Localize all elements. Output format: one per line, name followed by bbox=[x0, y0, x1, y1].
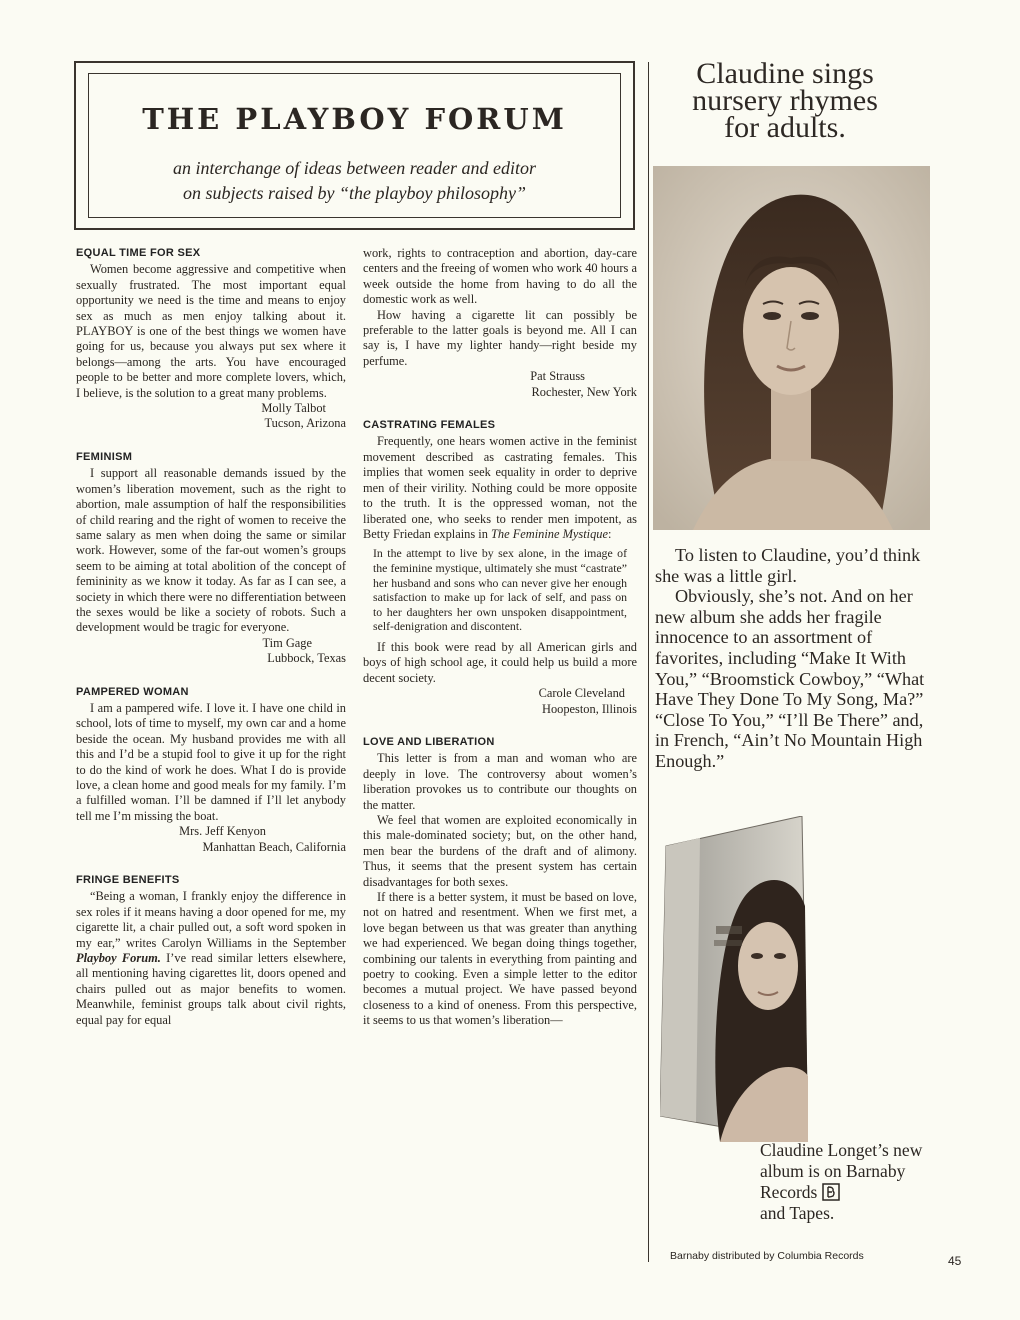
ad-paragraph: Obviously, she’s not. And on her new album she adds her fragile innocence to an assortment of favorites, including “Make It With You,” “Broomstick Cowboy,” “What Have They Done To My Song, Ma?” “Close To You,” “I’ll Be There” and, in French, “Ain’t No Mountain High Enough.” bbox=[655, 586, 925, 771]
ad-headline bbox=[650, 57, 920, 144]
letter-signature bbox=[76, 824, 346, 855]
letter-signature bbox=[76, 401, 346, 432]
column-divider bbox=[648, 62, 649, 1262]
letter-body bbox=[363, 434, 637, 542]
letter-body-part: Frequently, one hears women active in the feminist movement described as castrating females. This implies that women seek equality in order to deprive men of their virility. Nothing could be more opposite to the truth. It is the oppressed woman, not the liberated one, who seeks to render men impotent, as Betty Friedan explains in bbox=[363, 434, 637, 541]
ad-caption bbox=[760, 1140, 930, 1224]
signature-location: Rochester, New York bbox=[531, 384, 637, 399]
letter-body: If this book were read by all American girls and boys of high school age, it could help us build a more decent society. bbox=[363, 639, 637, 685]
letter-body-part: I’ve read similar letters elsewhere, all mentioning having cigarettes lit, doors opened and chairs pulled out as major benefits to women. Meanwhile, feminist groups talk about civil rights, equal pay for equal bbox=[76, 951, 346, 1027]
signature-name: Molly Talbot bbox=[261, 401, 326, 416]
signature-location: Manhattan Beach, California bbox=[202, 839, 346, 854]
ad-caption-text: Claudine Longet’s new album is on Barnaby Records bbox=[760, 1140, 923, 1202]
forum-title: THE PLAYBOY FORUM bbox=[142, 102, 567, 136]
portrait-photo bbox=[653, 166, 930, 530]
letter-pampered-woman bbox=[76, 685, 346, 855]
ad-headline-line: for adults. bbox=[724, 111, 846, 144]
signature-location: Lubbock, Texas bbox=[267, 651, 346, 666]
letter-body: We feel that women are exploited economically in this male-dominated society; but, on the other hand, men bear the burdens of the draft and of alimony. Thus, it seems that the present system has certain disadvantages for both sexes. bbox=[363, 812, 637, 889]
section-heading: LOVE AND LIBERATION bbox=[363, 735, 495, 748]
letter-castrating-females bbox=[363, 418, 637, 717]
ad-headline-line: nursery rhymes bbox=[692, 84, 878, 117]
letter-equal-time-for-sex bbox=[76, 246, 346, 432]
signature-name: Carole Cleveland bbox=[538, 686, 625, 701]
section-heading: CASTRATING FEMALES bbox=[363, 419, 496, 432]
letter-fringe-benefits bbox=[76, 873, 346, 1028]
letter-body: If there is a better system, it must be based on love, not on hatred and resentment. When we first met, a love began between us that was greater than anything we had experienced. We began doing things together, combining our talents in everything from painting and poetry to cooking. Even a simple letter to the editor becomes a mutual project. We have passed beyond closeness to a kind of oneness. From this perspective, it seems to us that women’s liberation— bbox=[363, 889, 637, 1028]
section-heading: EQUAL TIME FOR SEX bbox=[76, 247, 201, 259]
forum-header-inner-rule bbox=[88, 73, 621, 218]
ad-headline-line: Claudine sings bbox=[696, 57, 874, 90]
letter-signature bbox=[363, 686, 637, 717]
album-cover-illustration bbox=[660, 816, 808, 1142]
ad-caption-text: and Tapes. bbox=[760, 1203, 835, 1223]
album-cover-photo bbox=[660, 816, 808, 1142]
letter-fringe-benefits-continued bbox=[363, 246, 637, 400]
letter-body-part: “Being a woman, I frankly enjoy the difference in sex roles if it means having a door opened for me, my cigarette lit, a chair pulled out, a soft word spoken in my ear,” writes Carolyn Williams in the September bbox=[76, 889, 346, 950]
letter-signature bbox=[363, 369, 637, 400]
letter-love-and-liberation bbox=[363, 735, 637, 1029]
letter-body: I support all reasonable demands issued by the women’s liberation movement, such as the right to abortion, male assumption of half the responsibilities of child rearing and the right of women to receive the same salary as men when doing the same or similar work. However, some of the far-out women’s groups seem to be aiming at total abolition of the concept of femininity as we know it today. As far as I can see, a society in which there were no differentiation between the sexes would be like a society of robots. Such a development would be tragic for everyone. bbox=[76, 466, 346, 635]
section-heading: PAMPERED WOMAN bbox=[76, 685, 189, 698]
signature-name: Mrs. Jeff Kenyon bbox=[179, 824, 266, 839]
section-heading: FRINGE BENEFITS bbox=[76, 874, 180, 887]
publication-title: Playboy Forum. bbox=[76, 951, 161, 966]
letter-signature bbox=[76, 636, 346, 667]
forum-subtitle-line-1: an interchange of ideas between reader and editor bbox=[172, 158, 537, 178]
barnaby-logo-icon bbox=[822, 1183, 840, 1201]
letters-column-2 bbox=[363, 246, 637, 1029]
quote-text: In the attempt to live by sex alone, in the image of the feminine mystique, ultimately she must “castrate” her husband and sons who can never give her enough satisfaction to make up for lack of self, and pass on to her daughters her own unspoken disappointment, self-denigration and discontent. bbox=[373, 546, 627, 634]
letter-feminism bbox=[76, 450, 346, 667]
letter-body: work, rights to contraception and abortion, day-care centers and the freeing of women who work 40 hours a week outside the home from having to do all the domestic work as well. bbox=[363, 246, 637, 307]
letter-body: I am a pampered wife. I love it. I have one child in school, lots of time to myself, my own car and a home beside the ocean. My husband provides me with all this and I’d be a stupid fool to give it up for the right to do the kind of work he does. What I do is provide love, a clean home and good meals for my family. I’m a fulfilled woman. I’ll be damned if I’ll let anybody tell me I’m missing the boat. bbox=[76, 700, 346, 823]
letter-body-part: : bbox=[608, 526, 612, 541]
page-number: 45 bbox=[948, 1254, 962, 1268]
letter-body: This letter is from a man and woman who are deeply in love. The controversy about women’s liberation provokes us to contribute our thoughts on the matter. bbox=[363, 751, 637, 812]
section-heading: FEMINISM bbox=[76, 450, 133, 463]
letter-body bbox=[76, 889, 346, 1028]
forum-subtitle-line-2: on subjects raised by “the playboy philosophy” bbox=[183, 183, 526, 203]
ad-paragraph: To listen to Claudine, you’d think she was a little girl. bbox=[655, 545, 921, 586]
block-quote bbox=[373, 546, 627, 634]
ad-body-copy bbox=[655, 545, 927, 772]
signature-location: Hoopeston, Illinois bbox=[542, 701, 637, 716]
letter-body: Women become aggressive and competitive when sexually frustrated. The most important equal opportunity we need is the time and means to enjoy sex as much as men enjoy talking about it. PLAYBOY is one of the best things we women have going for us, because you always put sex where it belongs—among the arts. You have encouraged people to be better and more complete lovers, which, I believe, is the solution to a great many problems. bbox=[76, 262, 346, 400]
signature-location: Tucson, Arizona bbox=[264, 416, 346, 431]
ad-distribution-credit: Barnaby distributed by Columbia Records bbox=[670, 1250, 864, 1262]
signature-name: Tim Gage bbox=[262, 635, 312, 650]
signature-name: Pat Strauss bbox=[530, 369, 585, 384]
forum-header-box bbox=[74, 61, 635, 230]
portrait-illustration bbox=[653, 166, 930, 530]
letter-body: How having a cigarette lit can possibly be preferable to the latter goals is beyond me. All I can say is, I have my lighter handy—right beside my perfume. bbox=[363, 307, 637, 368]
letters-column-1 bbox=[76, 246, 346, 1028]
book-title: The Feminine Mystique bbox=[491, 526, 609, 541]
